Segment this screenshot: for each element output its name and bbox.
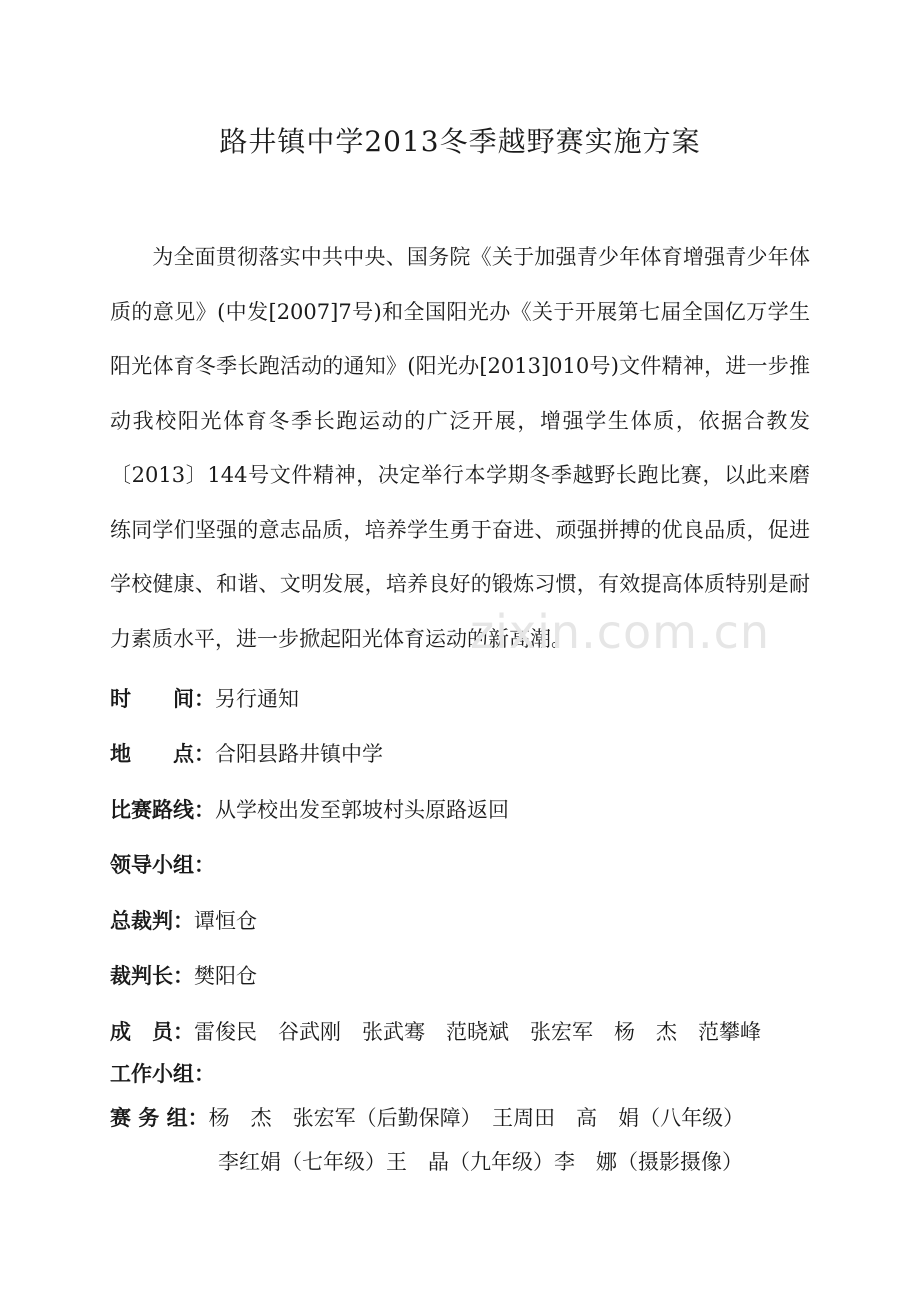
work-group-heading bbox=[110, 1058, 215, 1088]
chief-referee-label: 总裁判： bbox=[110, 909, 194, 933]
members-value: 雷俊民 谷武刚 张武骞 范晓斌 张宏军 杨 杰 范攀峰 bbox=[194, 1020, 761, 1044]
affairs-line2: 李红娟（七年级）王 晶（九年级）李 娜（摄影摄像） bbox=[218, 1150, 743, 1174]
watermark: zixin.com.cn bbox=[470, 605, 771, 659]
members-row bbox=[110, 1016, 761, 1046]
document-title: 路井镇中学2013冬季越野赛实施方案 bbox=[219, 125, 701, 158]
route-value: 从学校出发至郭坡村头原路返回 bbox=[215, 798, 509, 822]
place-label: 地 点： bbox=[110, 742, 215, 766]
place-row bbox=[110, 738, 383, 768]
intro-text: 为全面贯彻落实中共中央、国务院《关于加强青少年体育增强青少年体质的意见》(中发[2007]7号)和全国阳光办《关于开展第七届全国亿万学生阳光体育冬季长跑活动的通知》(阳光办[2013]010号)文件精神，进一步推动我校阳光体育冬季长跑运动的广泛开展，增强学生体质，依据合教发〔2013〕144号文件精神，决定举行本学期冬季越野长跑比赛，以此来磨练同学们坚强的意志品质，培养学生勇于奋进、顽强拼搏的优良品质，促进学校健康、和谐、文明发展，培养良好的锻炼习惯，有效提高体质特别是耐力素质水平，进一步掀起阳光体育运动的新高潮。 bbox=[110, 245, 810, 651]
head-referee-label: 裁判长： bbox=[110, 964, 194, 988]
leadership-label: 领导小组： bbox=[110, 853, 215, 877]
leadership-heading bbox=[110, 849, 215, 879]
members-label: 成 员： bbox=[110, 1020, 194, 1044]
time-row bbox=[110, 683, 299, 713]
place-value: 合阳县路井镇中学 bbox=[215, 742, 383, 766]
route-row bbox=[110, 794, 509, 824]
affairs-row-2 bbox=[218, 1146, 743, 1176]
work-group-label: 工作小组： bbox=[110, 1062, 215, 1086]
affairs-label: 赛 务 组： bbox=[110, 1106, 209, 1130]
head-referee-row bbox=[110, 960, 257, 990]
chief-referee-row bbox=[110, 905, 257, 935]
route-label: 比赛路线： bbox=[110, 798, 215, 822]
head-referee-value: 樊阳仓 bbox=[194, 964, 257, 988]
affairs-line1: 杨 杰 张宏军（后勤保障） 王周田 高 娟（八年级） bbox=[208, 1106, 745, 1130]
time-value: 另行通知 bbox=[215, 687, 299, 711]
chief-referee-value: 谭恒仓 bbox=[194, 909, 257, 933]
intro-paragraph bbox=[110, 230, 810, 666]
time-label: 时 间： bbox=[110, 687, 215, 711]
affairs-row bbox=[110, 1102, 744, 1132]
